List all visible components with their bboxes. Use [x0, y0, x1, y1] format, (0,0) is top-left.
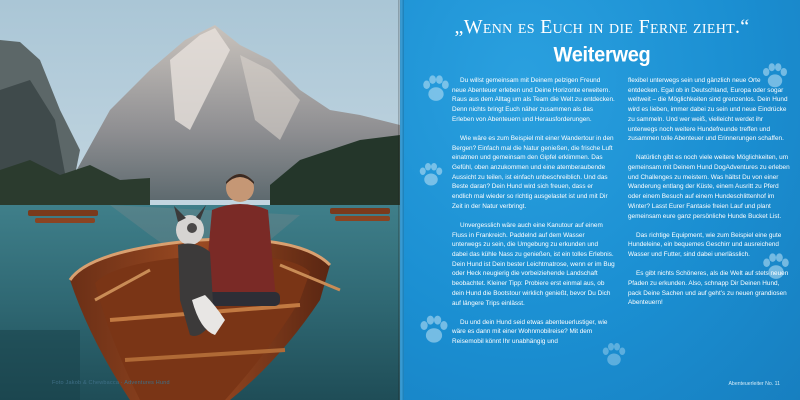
paragraph: Du und dein Hund seid etwas abenteuerlustiger, wie wäre es dann mit einer Wohnmobilreise? Mit dem Reisemobil könnt Ihr unabhängig und — [452, 318, 608, 346]
paragraph: Das richtige Equipment, wie zum Beispiel eine gute Hundeleine, ein bequemes Geschirr und ausreichend Wasser und Futter, sind dabei unerlässlich. — [628, 231, 782, 259]
paragraph: Natürlich gibt es noch viele weitere Möglichkeiten, um gemeinsam mit Deinem Hund DogAdventures zu erleben und Challenges zu meistern. Was hältst Du von einer Wanderung entlang der Küste, einem Ausritt zu Pferd oder einem Besuch auf einem Hundeschlittenhof im Winter? Lasst Eurer Fantasie freien Lauf und plant gemeinsam eure ganz persönliche Hunde Bucket List. — [628, 154, 790, 220]
photo-caption: Foto Jakob & Chewbacca · Adventures Hund — [52, 380, 170, 386]
paragraph: Es gibt nichts Schöneres, als die Welt auf stets neuen Pfaden zu erkunden. Also, schnapp Dir Deinen Hund, pack Deine Sachen und auf geht’s zu neuen grandiosen Abenteuern! — [628, 270, 789, 307]
text-column-right — [628, 76, 791, 308]
text-page — [404, 0, 800, 400]
paragraph: flexibel unterwegs sein und gänzlich neue Orte entdecken. Egal ob in Deutschland, Europa oder sogar weltweit – die Möglichkeiten sind grenzenlos. Dein Hund wird es lieben, immer dabei zu sein und neue Eindrücke zu sammeln. Und wer weiß, vielleicht werdet ihr unterwegs noch weitere Hundefreunde treffen und zusammen tolle Abenteuer und Erinnerungen schaffen. — [628, 77, 788, 143]
text-column-left — [452, 76, 615, 347]
page-quote: „Wenn es Euch in die Ferne zieht.“ — [454, 16, 750, 38]
paw-print-icon — [416, 160, 446, 190]
page-heading: Weiterweg — [553, 43, 651, 67]
paragraph: Wie wäre es zum Beispiel mit einer Wandertour in den Bergen? Einfach mal die Natur genießen, die frische Luft einatmen und gemeinsam den Gipfel erklimmen. Das Gefühl, oben anzukommen und eine atemberaubende Aussicht zu teilen, ist einfach unbeschreiblich. Und das Beste daran? Dein Hund wird sich freuen, dass er endlich mal wieder so richtig ausgelastet ist und mit Dir Zeit in der Natur verbringt. — [452, 134, 614, 210]
paragraph: Unvergesslich wäre auch eine Kanutour auf einem Fluss in Frankreich. Paddelnd auf dem Wasser unterwegs zu sein, die Umgebung zu erkunden und dabei das kühle Nass zu genießen, ist ein tolles Erlebnis. Dein Hund ist Dein bester Leichtmatrose, wenn er im Bug oder Heck neugierig die vorbeiziehende Landschaft beobachtet. Kleiner Tipp: Probiere erst einmal aus, ob dein Hund die Bootstour wirklich genießt, bevor Du Dich auf längere Trips einlässt. — [452, 221, 615, 307]
paw-print-icon — [416, 312, 452, 348]
page-footer: Abenteuerleiter No. 11 — [728, 381, 780, 387]
paw-print-icon — [419, 72, 453, 106]
paragraph: Du willst gemeinsam mit Deinem pelzigen Freund neue Abenteuer erleben und Deine Horizonte erweitern. Raus aus dem Alltag um als Team die Welt zu entdecken. Denn nichts bringt Euch näher zusammen als das Erleben von Abenteuern und Herausforderungen. — [452, 77, 615, 123]
